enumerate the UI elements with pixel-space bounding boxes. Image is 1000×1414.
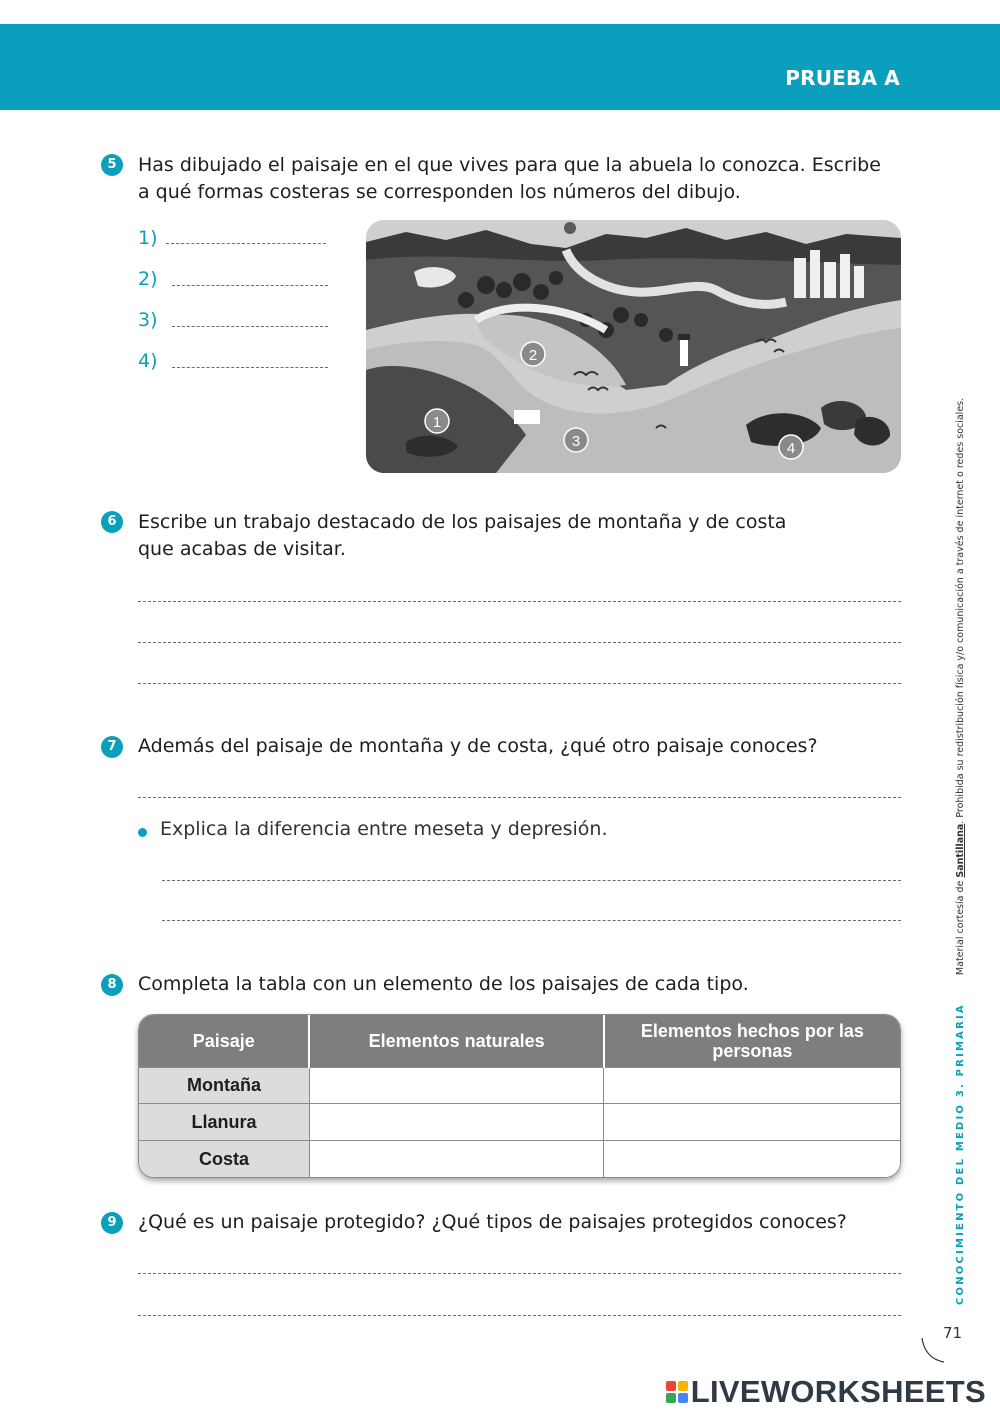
question-7-subquestion: Explica la diferencia entre meseta y depresión. — [160, 818, 608, 840]
marker-2 — [521, 342, 545, 366]
liveworksheets-logo — [666, 1374, 986, 1410]
answer-label-4: 4) — [138, 350, 158, 372]
header-band — [0, 24, 1000, 110]
question-5-number: 5 — [101, 154, 123, 176]
question-9-answer-line-2[interactable] — [138, 1315, 901, 1316]
question-6-number: 6 — [101, 511, 123, 533]
cell-llanura-personas[interactable] — [604, 1104, 900, 1141]
answer-line-2[interactable] — [172, 285, 328, 286]
svg-text:2: 2 — [528, 347, 538, 364]
question-8-text: Completa la tabla con un elemento de los paisajes de cada tipo. — [138, 973, 749, 995]
test-title: PRUEBA A — [785, 66, 900, 90]
side-margin-text — [955, 398, 966, 1305]
bullet-dot — [138, 828, 147, 837]
marker-4 — [779, 435, 803, 459]
question-6-answer-line-3[interactable] — [138, 683, 901, 684]
logo-square-yellow — [678, 1381, 688, 1391]
question-7-text: Además del paisaje de montaña y de costa, ¿qué otro paisaje conoces? — [138, 735, 818, 757]
question-6-line-1: Escribe un trabajo destacado de los paisajes de montaña y de costa — [138, 511, 787, 533]
question-5-line-1: Has dibujado el paisaje en el que vives para que la abuela lo conozca. Escribe — [138, 154, 881, 176]
svg-text:4: 4 — [786, 440, 796, 457]
question-5-text — [138, 152, 898, 206]
answer-line-4[interactable] — [172, 367, 328, 368]
question-9-text: ¿Qué es un paisaje protegido? ¿Qué tipos de paisajes protegidos conoces? — [138, 1211, 847, 1233]
header-paisaje: Paisaje — [139, 1015, 309, 1067]
answer-label-2: 2) — [138, 268, 158, 290]
answer-label-3: 3) — [138, 309, 158, 331]
landscape-elements-table — [138, 1014, 901, 1178]
cell-montana-personas[interactable] — [604, 1067, 900, 1104]
question-6-answer-line-2[interactable] — [138, 642, 901, 643]
answer-line-1[interactable] — [166, 243, 326, 244]
cell-costa-naturales[interactable] — [309, 1141, 603, 1177]
question-7-sub-answer-line-1[interactable] — [162, 880, 901, 881]
cell-llanura-naturales[interactable] — [309, 1104, 603, 1141]
logo-square-red — [666, 1381, 676, 1391]
marker-1 — [425, 409, 449, 433]
svg-text:3: 3 — [571, 433, 581, 450]
question-6-line-2: que acabas de visitar. — [138, 538, 346, 560]
question-6-text — [138, 509, 898, 563]
marker-3 — [564, 428, 588, 452]
question-5-line-2: a qué formas costeras se corresponden los números del dibujo. — [138, 181, 741, 203]
row-label-llanura: Llanura — [139, 1104, 309, 1141]
question-7-number: 7 — [101, 736, 123, 758]
logo-square-green — [666, 1393, 676, 1403]
svg-text:1: 1 — [432, 414, 442, 431]
copyright-suffix: . Prohibida su redistribución física y/o comunicación a través de internet o redes sociales. — [955, 397, 966, 824]
question-9-answer-line-1[interactable] — [138, 1273, 901, 1274]
logo-square-blue — [678, 1393, 688, 1403]
copyright-prefix: Material cortesía de — [955, 877, 966, 976]
row-label-costa: Costa — [139, 1141, 309, 1177]
page-number: 71 — [943, 1324, 963, 1342]
answer-line-3[interactable] — [172, 326, 328, 327]
logo-text: LIVEWORKSHEETS — [690, 1374, 986, 1409]
question-6-answer-line-1[interactable] — [138, 601, 901, 602]
question-7-sub-answer-line-2[interactable] — [162, 920, 901, 921]
publisher-name: Santillana — [955, 823, 966, 878]
question-7-answer-line[interactable] — [138, 797, 901, 798]
logo-mark-icon — [666, 1381, 688, 1403]
header-elementos-naturales: Elementos naturales — [309, 1015, 603, 1067]
question-8-number: 8 — [101, 974, 123, 996]
question-9-number: 9 — [101, 1212, 123, 1234]
corner-decoration — [920, 1336, 946, 1364]
cell-costa-personas[interactable] — [604, 1141, 900, 1177]
header-elementos-hechos: Elementos hechos por las personas — [604, 1015, 900, 1067]
coastal-landscape-illustration — [366, 220, 901, 473]
row-label-montana: Montaña — [139, 1067, 309, 1104]
course-name: CONOCIMIENTO DEL MEDIO 3. PRIMARIA — [955, 1003, 966, 1305]
answer-label-1: 1) — [138, 227, 158, 249]
cell-montana-naturales[interactable] — [309, 1067, 603, 1104]
